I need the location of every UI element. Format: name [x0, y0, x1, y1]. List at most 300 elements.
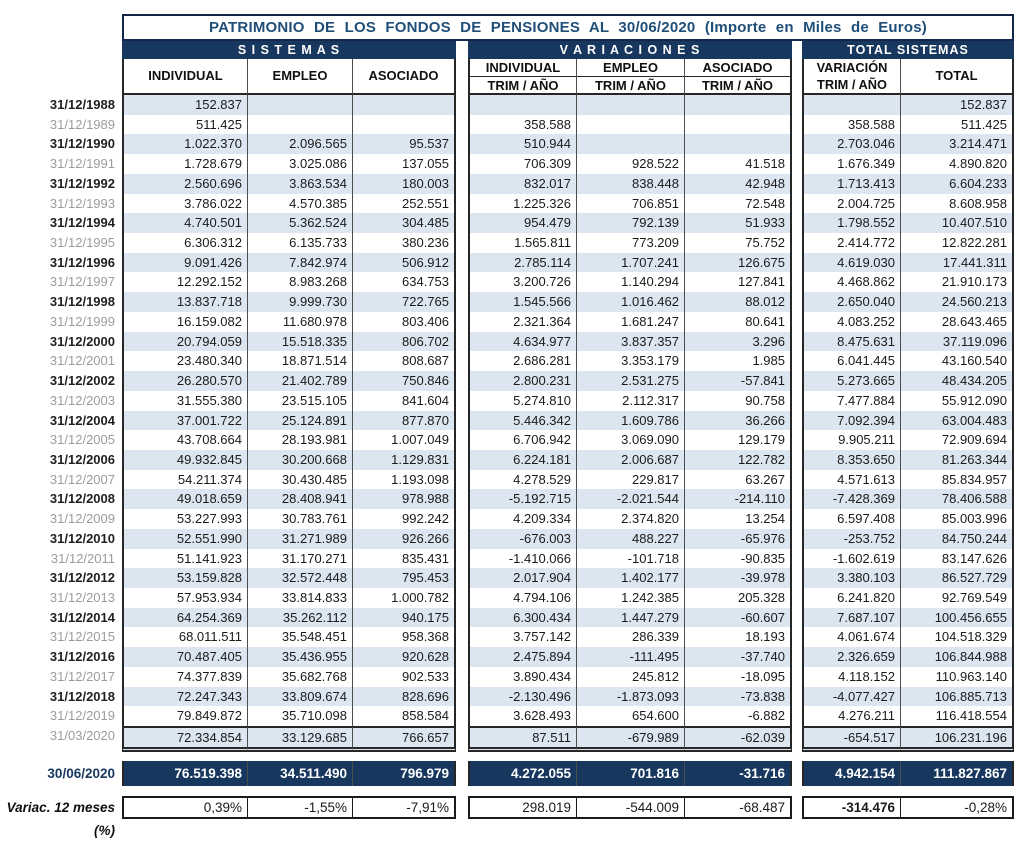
cell-sistemas-asociado: 1.193.098 [352, 470, 456, 490]
cell-total-variacion: 1.798.552 [802, 213, 900, 233]
cell-var-individual: 706.309 [468, 154, 576, 174]
cell-var-empleo: 706.851 [576, 194, 684, 214]
cell-total: 100.456.655 [900, 608, 1014, 628]
cell-sistemas-individual: 51.141.923 [122, 549, 247, 569]
cell-total: 48.434.205 [900, 371, 1014, 391]
cell-sistemas-individual: 49.932.845 [122, 450, 247, 470]
cell-var-empleo [576, 115, 684, 135]
table-row [0, 411, 1024, 431]
cell-total: 78.406.588 [900, 489, 1014, 509]
row-date: 31/12/2006 [49, 451, 115, 467]
cell-var-empleo: 245.812 [576, 667, 684, 687]
band-spacer [0, 41, 122, 59]
group-gap [792, 470, 802, 490]
cell-total-variacion: 8.475.631 [802, 332, 900, 352]
cell-total: 43.160.540 [900, 351, 1014, 371]
group-gap [456, 233, 468, 253]
group-gap [792, 706, 802, 726]
cell-total-variacion: 4.118.152 [802, 667, 900, 687]
cell-total: 63.004.483 [900, 411, 1014, 431]
cell-total-variacion: 9.905.211 [802, 430, 900, 450]
cell-var-individual [468, 95, 576, 115]
group-gap [456, 272, 468, 292]
group-gap [792, 647, 802, 667]
header-var-individual [468, 59, 576, 95]
header-sistemas-individual: INDIVIDUAL [122, 59, 247, 95]
cell-var-individual: 358.588 [468, 115, 576, 135]
cell-sistemas-individual: 53.159.828 [122, 568, 247, 588]
cell-total: 83.147.626 [900, 549, 1014, 569]
cell-var-empleo: 701.816 [576, 761, 684, 786]
cell-sistemas-empleo: 35.682.768 [247, 667, 352, 687]
cell-var-empleo: 2.531.275 [576, 371, 684, 391]
cell-sistemas-individual: 511.425 [122, 115, 247, 135]
cell-sistemas-asociado: 634.753 [352, 272, 456, 292]
cell-var-empleo: -1.873.093 [576, 687, 684, 707]
cell-var-asociado: -65.976 [684, 529, 792, 549]
cell-var-empleo: -101.718 [576, 549, 684, 569]
cell-total-variacion: 4.061.674 [802, 627, 900, 647]
cell-sistemas-individual: 43.708.664 [122, 430, 247, 450]
cell-sistemas-asociado: 803.406 [352, 312, 456, 332]
group-gap [456, 647, 468, 667]
cell-sistemas-individual: 72.334.854 [122, 726, 247, 752]
cell-var-individual: 87.511 [468, 726, 576, 752]
group-gap [792, 154, 802, 174]
cell-var-asociado: 72.548 [684, 194, 792, 214]
table-row [0, 627, 1024, 647]
cell-var-asociado: 205.328 [684, 588, 792, 608]
cell-var-empleo: 1.707.241 [576, 253, 684, 273]
row-date: 31/12/1998 [49, 294, 115, 310]
header-total-variacion-line1: VARIACIÓN [816, 60, 888, 75]
cell-total-variacion: 4.468.862 [802, 272, 900, 292]
row-date: 31/12/2016 [49, 649, 115, 665]
group-gap [792, 332, 802, 352]
cell-sistemas-individual: 6.306.312 [122, 233, 247, 253]
cell-total-variacion: 7.477.884 [802, 391, 900, 411]
cell-var-empleo: 1.609.786 [576, 411, 684, 431]
cell-var-asociado: 51.933 [684, 213, 792, 233]
cell-total: 152.837 [900, 95, 1014, 115]
cell-total: 92.769.549 [900, 588, 1014, 608]
cell-total: 511.425 [900, 115, 1014, 135]
cell-sistemas-asociado: 926.266 [352, 529, 456, 549]
group-gap [792, 489, 802, 509]
row-date: 31/12/1993 [49, 195, 115, 211]
cell-sistemas-empleo: 32.572.448 [247, 568, 352, 588]
cell-sistemas-individual: 31.555.380 [122, 391, 247, 411]
cell-total: 85.834.957 [900, 470, 1014, 490]
cell-sistemas-asociado: 920.628 [352, 647, 456, 667]
cell-sistemas-asociado: 808.687 [352, 351, 456, 371]
cell-sistemas-asociado: 137.055 [352, 154, 456, 174]
header-var-individual-sub: TRIM / AÑO [487, 78, 559, 93]
cell-var-individual: 2.785.114 [468, 253, 576, 273]
cell-sistemas-asociado: 806.702 [352, 332, 456, 352]
group-gap [792, 667, 802, 687]
row-date: 31/12/2012 [49, 570, 115, 586]
group-gap [456, 194, 468, 214]
group-gap [792, 134, 802, 154]
table-row [0, 351, 1024, 371]
group-gap [456, 687, 468, 707]
cell-total-variacion: 4.619.030 [802, 253, 900, 273]
table-row [0, 761, 1024, 786]
header-var-asociado [684, 59, 792, 95]
cell-total: 28.643.465 [900, 312, 1014, 332]
cell-sistemas-individual: 16.159.082 [122, 312, 247, 332]
cell-total: 6.604.233 [900, 174, 1014, 194]
cell-sistemas-empleo: 9.999.730 [247, 292, 352, 312]
cell-sistemas-individual: 70.487.405 [122, 647, 247, 667]
cell-sistemas-individual: 1.728.679 [122, 154, 247, 174]
row-date: 31/03/2020 [49, 728, 115, 743]
cell-sistemas-individual: 37.001.722 [122, 411, 247, 431]
row-date: Variac. 12 meses (%) [6, 800, 115, 838]
cell-var-empleo: 1.140.294 [576, 272, 684, 292]
cell-var-individual: -1.410.066 [468, 549, 576, 569]
row-date: 31/12/2001 [49, 353, 115, 369]
cell-sistemas-empleo: 28.193.981 [247, 430, 352, 450]
cell-sistemas-empleo: 2.096.565 [247, 134, 352, 154]
cell-sistemas-individual: 4.740.501 [122, 213, 247, 233]
cell-total-variacion: 2.326.659 [802, 647, 900, 667]
cell-total-variacion [802, 95, 900, 115]
group-gap [792, 687, 802, 707]
table-row [0, 568, 1024, 588]
cell-total-variacion: -1.602.619 [802, 549, 900, 569]
cell-var-asociado [684, 115, 792, 135]
row-date: 31/12/2014 [49, 609, 115, 625]
header-total: TOTAL [900, 59, 1014, 95]
cell-sistemas-individual: 53.227.993 [122, 509, 247, 529]
group-gap [456, 529, 468, 549]
cell-sistemas-asociado: 795.453 [352, 568, 456, 588]
cell-total-variacion: 358.588 [802, 115, 900, 135]
cell-sistemas-empleo [247, 95, 352, 115]
cell-total: 116.418.554 [900, 706, 1014, 726]
group-gap [792, 588, 802, 608]
header-var-asociado-label: ASOCIADO [685, 59, 790, 77]
cell-sistemas-empleo: -1,55% [247, 796, 352, 819]
cell-var-asociado: -60.607 [684, 608, 792, 628]
cell-var-asociado: -90.835 [684, 549, 792, 569]
cell-total-variacion: 2.650.040 [802, 292, 900, 312]
cell-total-variacion: -4.077.427 [802, 687, 900, 707]
cell-var-empleo: 1.402.177 [576, 568, 684, 588]
row-date: 31/12/1996 [49, 254, 115, 270]
cell-sistemas-asociado: 796.979 [352, 761, 456, 786]
cell-total: 37.119.096 [900, 332, 1014, 352]
cell-total: 86.527.729 [900, 568, 1014, 588]
cell-var-individual: 2.686.281 [468, 351, 576, 371]
cell-total: 106.231.196 [900, 726, 1014, 752]
cell-var-empleo: 1.016.462 [576, 292, 684, 312]
cell-sistemas-asociado: 841.604 [352, 391, 456, 411]
row-date: 31/12/2000 [49, 333, 115, 349]
table-row [0, 549, 1024, 569]
cell-var-individual: 4.278.529 [468, 470, 576, 490]
cell-sistemas-asociado: 180.003 [352, 174, 456, 194]
group-gap [792, 253, 802, 273]
cell-total-variacion: -654.517 [802, 726, 900, 752]
group-gap [456, 627, 468, 647]
group-gap [456, 470, 468, 490]
cell-sistemas-asociado: 380.236 [352, 233, 456, 253]
cell-sistemas-asociado: 1.000.782 [352, 588, 456, 608]
cell-var-individual: 3.200.726 [468, 272, 576, 292]
cell-sistemas-empleo: 35.710.098 [247, 706, 352, 726]
cell-sistemas-individual: 74.377.839 [122, 667, 247, 687]
group-gap [792, 430, 802, 450]
cell-var-individual: 6.300.434 [468, 608, 576, 628]
cell-total-variacion: 5.273.665 [802, 371, 900, 391]
cell-var-empleo: 3.069.090 [576, 430, 684, 450]
group-band-row [0, 41, 1024, 59]
cell-var-asociado: 80.641 [684, 312, 792, 332]
table-row [0, 588, 1024, 608]
cell-sistemas-empleo: 31.271.989 [247, 529, 352, 549]
cell-total: 21.910.173 [900, 272, 1014, 292]
row-date: 31/12/2005 [49, 432, 115, 448]
cell-var-individual: 3.890.434 [468, 667, 576, 687]
row-date: 31/12/2002 [49, 373, 115, 389]
group-gap [456, 588, 468, 608]
cell-total-variacion: 4.083.252 [802, 312, 900, 332]
row-date: 31/12/1999 [49, 313, 115, 329]
table-row [0, 667, 1024, 687]
cell-total-variacion: 6.597.408 [802, 509, 900, 529]
table-row [0, 489, 1024, 509]
cell-var-asociado: -39.978 [684, 568, 792, 588]
column-header-row [0, 59, 1024, 95]
cell-total: 106.885.713 [900, 687, 1014, 707]
cell-sistemas-empleo: 33.814.833 [247, 588, 352, 608]
cell-sistemas-empleo: 30.430.485 [247, 470, 352, 490]
cell-var-asociado: 42.948 [684, 174, 792, 194]
row-date: 31/12/2017 [49, 668, 115, 684]
cell-sistemas-asociado: 722.765 [352, 292, 456, 312]
cell-total-variacion: 1.676.349 [802, 154, 900, 174]
group-gap [456, 95, 468, 115]
table-row [0, 194, 1024, 214]
data-rows [0, 95, 1024, 752]
cell-sistemas-individual: 76.519.398 [122, 761, 247, 786]
table-row [0, 687, 1024, 707]
cell-sistemas-asociado: 828.696 [352, 687, 456, 707]
cell-sistemas-empleo: 6.135.733 [247, 233, 352, 253]
cell-var-individual: 2.017.904 [468, 568, 576, 588]
cell-var-empleo [576, 134, 684, 154]
table-row [0, 292, 1024, 312]
header-total-variacion-line2: TRIM / AÑO [817, 77, 887, 92]
cell-sistemas-individual: 54.211.374 [122, 470, 247, 490]
group-gap [456, 489, 468, 509]
cell-var-individual: 2.475.894 [468, 647, 576, 667]
row-date: 31/12/2018 [49, 688, 115, 704]
group-gap [456, 667, 468, 687]
band-total-sistemas: TOTAL SISTEMAS [802, 41, 1014, 59]
cell-var-empleo: 286.339 [576, 627, 684, 647]
group-gap [792, 761, 802, 786]
cell-total: 81.263.344 [900, 450, 1014, 470]
cell-var-asociado: 1.985 [684, 351, 792, 371]
cell-var-asociado: -37.740 [684, 647, 792, 667]
row-date: 31/12/2009 [49, 511, 115, 527]
group-gap [456, 411, 468, 431]
cell-sistemas-individual: 1.022.370 [122, 134, 247, 154]
cell-var-individual: 3.628.493 [468, 706, 576, 726]
group-gap [456, 726, 468, 752]
header-var-asociado-sub: TRIM / AÑO [701, 78, 773, 93]
page-title: PATRIMONIO DE LOS FONDOS DE PENSIONES AL 30/06/2020 (Importe en Miles de Euros) [122, 14, 1014, 41]
cell-var-asociado: 122.782 [684, 450, 792, 470]
group-gap [456, 509, 468, 529]
group-gap [792, 233, 802, 253]
cell-sistemas-asociado: 877.870 [352, 411, 456, 431]
row-date: 31/12/2003 [49, 392, 115, 408]
row-date: 31/12/1995 [49, 235, 115, 251]
cell-sistemas-empleo [247, 115, 352, 135]
cell-var-asociado: -214.110 [684, 489, 792, 509]
cell-total-variacion: 4.942.154 [802, 761, 900, 786]
cell-sistemas-empleo: 18.871.514 [247, 351, 352, 371]
cell-total-variacion: 4.571.613 [802, 470, 900, 490]
cell-sistemas-asociado: 1.007.049 [352, 430, 456, 450]
cell-sistemas-asociado: 858.584 [352, 706, 456, 726]
cell-var-asociado: 75.752 [684, 233, 792, 253]
row-date: 31/12/1990 [49, 136, 115, 152]
row-date: 31/12/2010 [49, 530, 115, 546]
cell-var-individual: 2.800.231 [468, 371, 576, 391]
group-gap [792, 59, 802, 95]
table-row [0, 509, 1024, 529]
cell-sistemas-empleo: 30.200.668 [247, 450, 352, 470]
cell-total: 72.909.694 [900, 430, 1014, 450]
group-gap [792, 194, 802, 214]
cell-total-variacion: 6.041.445 [802, 351, 900, 371]
cell-sistemas-individual: 0,39% [122, 796, 247, 819]
cell-total: 8.608.958 [900, 194, 1014, 214]
cell-sistemas-individual: 12.292.152 [122, 272, 247, 292]
cell-var-individual: 5.274.810 [468, 391, 576, 411]
cell-var-individual: 954.479 [468, 213, 576, 233]
group-gap [456, 134, 468, 154]
table-row [0, 213, 1024, 233]
cell-var-empleo: 792.139 [576, 213, 684, 233]
cell-var-empleo: 928.522 [576, 154, 684, 174]
group-gap [456, 450, 468, 470]
cell-total-variacion: -253.752 [802, 529, 900, 549]
group-gap [792, 796, 802, 819]
group-gap [456, 706, 468, 726]
table-row [0, 796, 1024, 838]
cell-sistemas-empleo: 7.842.974 [247, 253, 352, 273]
cell-sistemas-asociado: 252.551 [352, 194, 456, 214]
row-date: 31/12/1988 [49, 97, 115, 112]
cell-var-asociado: -68.487 [684, 796, 792, 819]
cell-var-asociado: 129.179 [684, 430, 792, 450]
group-gap [792, 41, 802, 59]
cell-var-individual: 2.321.364 [468, 312, 576, 332]
cell-total-variacion: 4.276.211 [802, 706, 900, 726]
cell-sistemas-empleo: 35.262.112 [247, 608, 352, 628]
cell-total: 3.214.471 [900, 134, 1014, 154]
group-gap [456, 312, 468, 332]
cell-sistemas-asociado: 95.537 [352, 134, 456, 154]
table-row [0, 95, 1024, 115]
cell-var-asociado: 36.266 [684, 411, 792, 431]
cell-var-empleo: 654.600 [576, 706, 684, 726]
cell-sistemas-individual: 57.953.934 [122, 588, 247, 608]
cell-sistemas-empleo: 15.518.335 [247, 332, 352, 352]
cell-var-empleo: 1.447.279 [576, 608, 684, 628]
cell-sistemas-empleo: 5.362.524 [247, 213, 352, 233]
cell-total-variacion: 2.703.046 [802, 134, 900, 154]
cell-var-empleo: -679.989 [576, 726, 684, 752]
group-gap [456, 391, 468, 411]
group-gap [792, 174, 802, 194]
cell-var-asociado: 3.296 [684, 332, 792, 352]
table-row [0, 450, 1024, 470]
cell-var-empleo [576, 95, 684, 115]
cell-sistemas-empleo: 23.515.105 [247, 391, 352, 411]
cell-var-empleo: 1.242.385 [576, 588, 684, 608]
cell-var-individual: 1.225.326 [468, 194, 576, 214]
cell-total: 110.963.140 [900, 667, 1014, 687]
cell-total-variacion: -7.428.369 [802, 489, 900, 509]
table-row [0, 608, 1024, 628]
header-var-empleo [576, 59, 684, 95]
cell-total-variacion: -314.476 [802, 796, 900, 819]
cell-sistemas-individual: 20.794.059 [122, 332, 247, 352]
band-sistemas: S I S T E M A S [122, 41, 456, 59]
group-gap [792, 272, 802, 292]
group-gap [792, 351, 802, 371]
group-gap [792, 371, 802, 391]
cell-sistemas-empleo: 28.408.941 [247, 489, 352, 509]
cell-var-empleo: 2.006.687 [576, 450, 684, 470]
cell-sistemas-empleo: 8.983.268 [247, 272, 352, 292]
cell-total-variacion: 7.092.394 [802, 411, 900, 431]
row-date: 31/12/2013 [49, 589, 115, 605]
table-row [0, 174, 1024, 194]
group-gap [456, 253, 468, 273]
group-gap [792, 549, 802, 569]
row-date: 31/12/1989 [49, 116, 115, 132]
table-row [0, 706, 1024, 726]
cell-sistemas-asociado: 1.129.831 [352, 450, 456, 470]
group-gap [792, 213, 802, 233]
group-gap [456, 41, 468, 59]
cell-var-individual: 832.017 [468, 174, 576, 194]
row-date: 31/12/1994 [49, 215, 115, 231]
cell-total: 24.560.213 [900, 292, 1014, 312]
group-gap [792, 115, 802, 135]
header-var-empleo-label: EMPLEO [577, 59, 684, 77]
row-date: 31/12/1992 [49, 175, 115, 191]
cell-total: -0,28% [900, 796, 1014, 819]
cell-sistemas-asociado: 902.533 [352, 667, 456, 687]
cell-sistemas-asociado: 750.846 [352, 371, 456, 391]
cell-total: 55.912.090 [900, 391, 1014, 411]
cell-var-asociado: -31.716 [684, 761, 792, 786]
cell-var-asociado: 90.758 [684, 391, 792, 411]
cell-total-variacion: 3.380.103 [802, 568, 900, 588]
cell-total: 17.441.311 [900, 253, 1014, 273]
cell-var-asociado: 41.518 [684, 154, 792, 174]
